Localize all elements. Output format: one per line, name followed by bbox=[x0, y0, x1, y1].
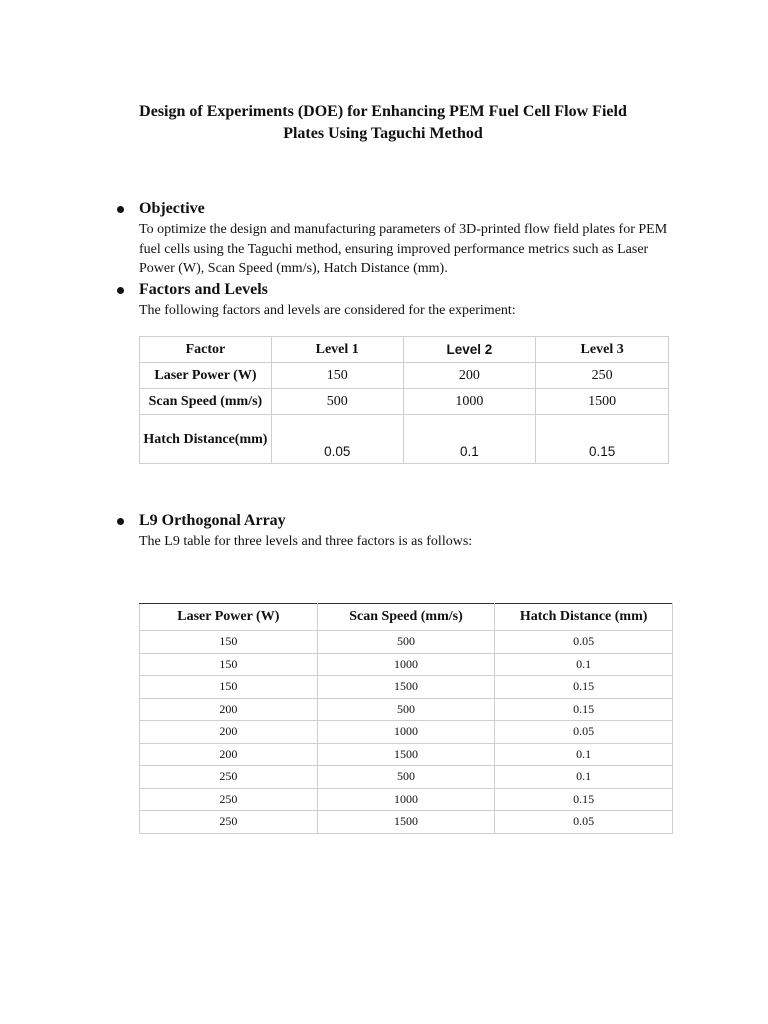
factors-levels-table bbox=[139, 336, 669, 464]
column-header: Level 2 bbox=[403, 337, 536, 363]
table-row bbox=[140, 811, 673, 834]
l9-section bbox=[114, 510, 684, 552]
l9-orthogonal-array-table bbox=[139, 603, 673, 834]
table-cell: 150 bbox=[140, 653, 318, 676]
column-header: Level 1 bbox=[271, 337, 403, 363]
table-cell: 150 bbox=[140, 631, 318, 654]
table-cell: 0.1 bbox=[495, 653, 673, 676]
table-cell: 500 bbox=[317, 698, 495, 721]
table-cell: 0.05 bbox=[271, 415, 403, 464]
table-cell: 0.1 bbox=[495, 743, 673, 766]
table-cell: 200 bbox=[140, 743, 318, 766]
table-cell: 150 bbox=[140, 676, 318, 699]
objective-heading-row bbox=[114, 198, 684, 220]
table-cell: 200 bbox=[403, 363, 536, 389]
table-cell: 0.05 bbox=[495, 811, 673, 834]
table-row bbox=[140, 631, 673, 654]
table-row bbox=[140, 766, 673, 789]
table-cell: 1500 bbox=[317, 676, 495, 699]
table-row bbox=[140, 653, 673, 676]
table-cell: 150 bbox=[271, 363, 403, 389]
table-cell: 250 bbox=[140, 788, 318, 811]
title-line-2: Plates Using Taguchi Method bbox=[283, 125, 483, 142]
table-cell: 500 bbox=[317, 631, 495, 654]
table-cell: 0.1 bbox=[403, 415, 536, 464]
l9-heading-row bbox=[114, 510, 684, 532]
bullet-icon bbox=[117, 206, 124, 213]
table-cell: 200 bbox=[140, 698, 318, 721]
table-row bbox=[140, 788, 673, 811]
factors-section bbox=[114, 279, 684, 321]
column-header: Factor bbox=[140, 337, 272, 363]
table-row bbox=[140, 698, 673, 721]
table-cell: 0.05 bbox=[495, 631, 673, 654]
table-cell: 0.15 bbox=[495, 698, 673, 721]
objective-text: To optimize the design and manufacturing parameters of 3D-printed flow field plates for PEM fuel cells using the Taguchi method, ensuring improved performance metrics such as Laser Power (W), Scan Speed (mm/s), Hatch Distance (mm). bbox=[139, 222, 668, 276]
table-cell: 500 bbox=[271, 389, 403, 415]
table-row bbox=[140, 721, 673, 744]
table-cell: 0.15 bbox=[495, 788, 673, 811]
factors-heading-row bbox=[114, 279, 684, 301]
table-header-row bbox=[140, 337, 669, 363]
column-header: Hatch Distance (mm) bbox=[495, 604, 673, 631]
table-cell: 0.15 bbox=[536, 415, 669, 464]
objective-heading: Objective bbox=[139, 200, 205, 217]
table-cell: 0.1 bbox=[495, 766, 673, 789]
column-header: Scan Speed (mm/s) bbox=[317, 604, 495, 631]
l9-heading: L9 Orthogonal Array bbox=[139, 512, 286, 529]
table-cell: 1000 bbox=[317, 788, 495, 811]
column-header: Level 3 bbox=[536, 337, 669, 363]
table-row bbox=[140, 389, 669, 415]
table-cell: 0.15 bbox=[495, 676, 673, 699]
factor-name: Scan Speed (mm/s) bbox=[140, 389, 272, 415]
table-cell: 250 bbox=[140, 811, 318, 834]
table-cell: 250 bbox=[140, 766, 318, 789]
table-cell: 250 bbox=[536, 363, 669, 389]
table-row bbox=[140, 415, 669, 464]
table-cell: 1000 bbox=[403, 389, 536, 415]
bullet-icon bbox=[117, 518, 124, 525]
table-cell: 1000 bbox=[317, 653, 495, 676]
table-cell: 500 bbox=[317, 766, 495, 789]
bullet-icon bbox=[117, 287, 124, 294]
table-cell: 1500 bbox=[536, 389, 669, 415]
factors-heading: Factors and Levels bbox=[139, 281, 268, 298]
l9-text: The L9 table for three levels and three factors is as follows: bbox=[139, 534, 473, 549]
table-cell: 1500 bbox=[317, 811, 495, 834]
table-cell: 0.05 bbox=[495, 721, 673, 744]
table-cell: 1500 bbox=[317, 743, 495, 766]
table-row bbox=[140, 743, 673, 766]
document-title bbox=[90, 101, 676, 145]
table-cell: 1000 bbox=[317, 721, 495, 744]
table-row bbox=[140, 676, 673, 699]
objective-section bbox=[114, 198, 684, 279]
factor-name: Laser Power (W) bbox=[140, 363, 272, 389]
table-header-row bbox=[140, 604, 673, 631]
column-header: Laser Power (W) bbox=[140, 604, 318, 631]
factor-name: Hatch Distance(mm) bbox=[140, 415, 272, 464]
factors-text: The following factors and levels are considered for the experiment: bbox=[139, 303, 516, 318]
title-line-1: Design of Experiments (DOE) for Enhancing PEM Fuel Cell Flow Field bbox=[139, 103, 627, 120]
table-row bbox=[140, 363, 669, 389]
table-cell: 200 bbox=[140, 721, 318, 744]
